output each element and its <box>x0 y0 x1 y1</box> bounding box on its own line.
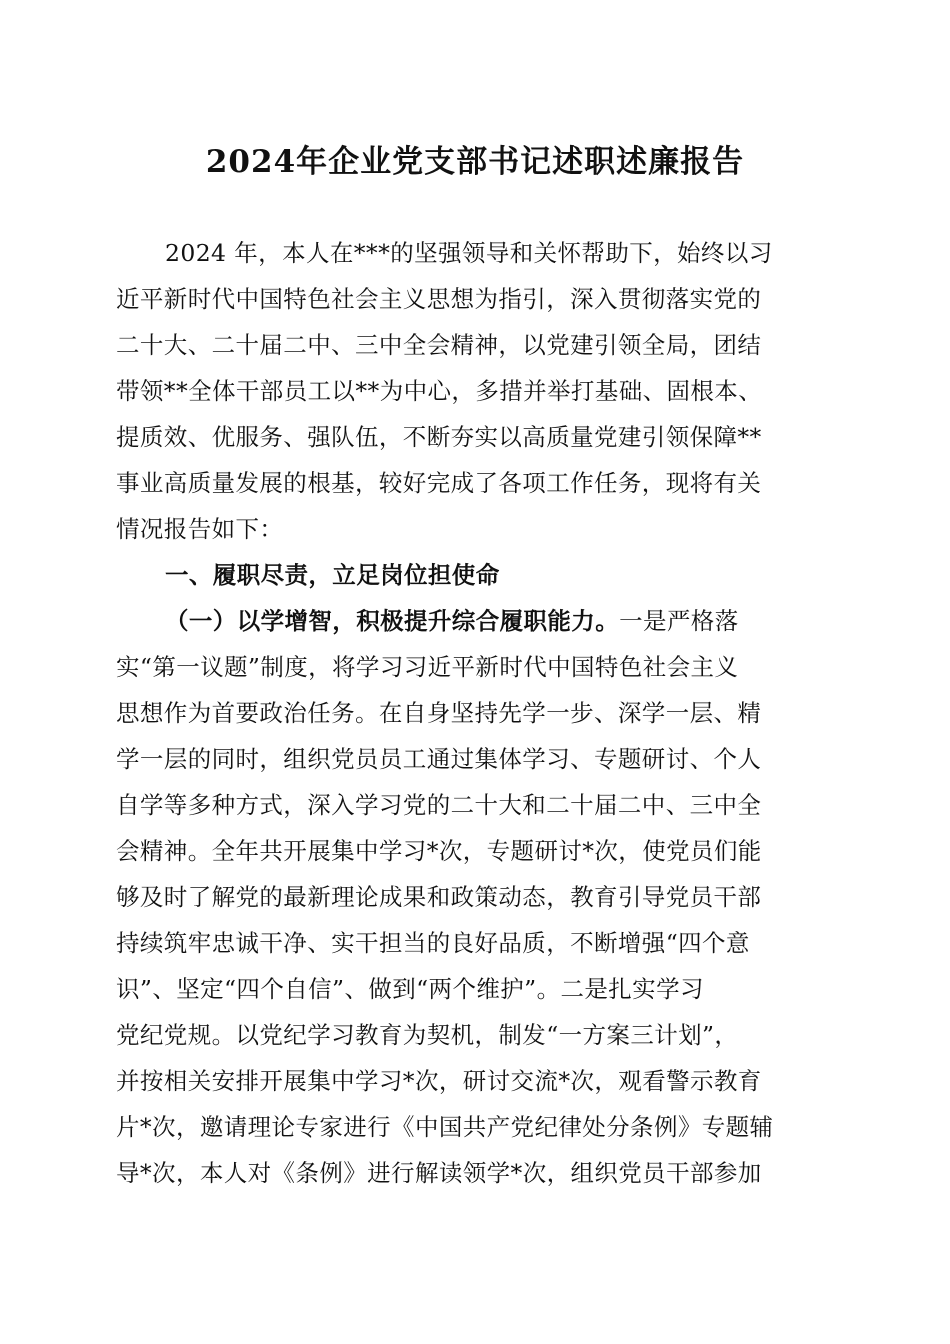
paragraph-line: 2024 年，本人在***的坚强领导和关怀帮助下，始终以习 <box>165 239 773 267</box>
paragraph-line: 思想作为首要政治任务。在自身坚持先学一步、深学一层、精 <box>116 699 762 727</box>
paragraph-line: 片*次，邀请理论专家进行《中国共产党纪律处分条例》专题辅 <box>116 1113 774 1141</box>
paragraph-line: 提质效、优服务、强队伍，不断夯实以高质量党建引领保障** <box>116 423 762 451</box>
paragraph-text: 一是严格落 <box>619 607 739 635</box>
document-title: 2024年企业党支部书记述职述廉报告 <box>205 144 745 180</box>
paragraph-line: 会精神。全年共开展集中学习*次，专题研讨*次，使党员们能 <box>116 837 762 865</box>
paragraph-line: 带领**全体干部员工以**为中心，多措并举打基础、固根本、 <box>116 377 763 405</box>
paragraph-line: 导*次，本人对《条例》进行解读领学*次，组织党员干部参加 <box>116 1159 762 1187</box>
paragraph-line: 学一层的同时，组织党员员工通过集体学习、专题研讨、个人 <box>116 745 762 773</box>
paragraph-line: 情况报告如下： <box>116 515 284 543</box>
paragraph-line: 够及时了解党的最新理论成果和政策动态，教育引导党员干部 <box>116 883 762 911</box>
subsection-heading: （一）以学增智，积极提升综合履职能力。 <box>165 607 620 635</box>
paragraph-line: 实“第一议题”制度，将学习习近平新时代中国特色社会主义 <box>116 653 739 681</box>
section-heading: 一、履职尽责，立足岗位担使命 <box>165 561 500 589</box>
paragraph-line: 事业高质量发展的根基，较好完成了各项工作任务，现将有关 <box>116 469 762 497</box>
paragraph-line: 二十大、二十届二中、三中全会精神，以党建引领全局，团结 <box>116 331 762 359</box>
paragraph-line: 近平新时代中国特色社会主义思想为指引，深入贯彻落实党的 <box>116 285 762 313</box>
paragraph-line: 识”、坚定“四个自信”、做到“两个维护”。二是扎实学习 <box>116 975 704 1003</box>
paragraph-line: 并按相关安排开展集中学习*次，研讨交流*次，观看警示教育 <box>116 1067 762 1095</box>
subsection-lead-line <box>0 598 950 644</box>
document-body <box>0 230 950 1196</box>
paragraph-line: 党纪党规。以党纪学习教育为契机，制发“一方案三计划”， <box>116 1021 739 1049</box>
paragraph-line: 自学等多种方式，深入学习党的二十大和二十届二中、三中全 <box>116 791 762 819</box>
paragraph-line: 持续筑牢忠诚干净、实干担当的良好品质，不断增强“四个意 <box>116 929 750 957</box>
